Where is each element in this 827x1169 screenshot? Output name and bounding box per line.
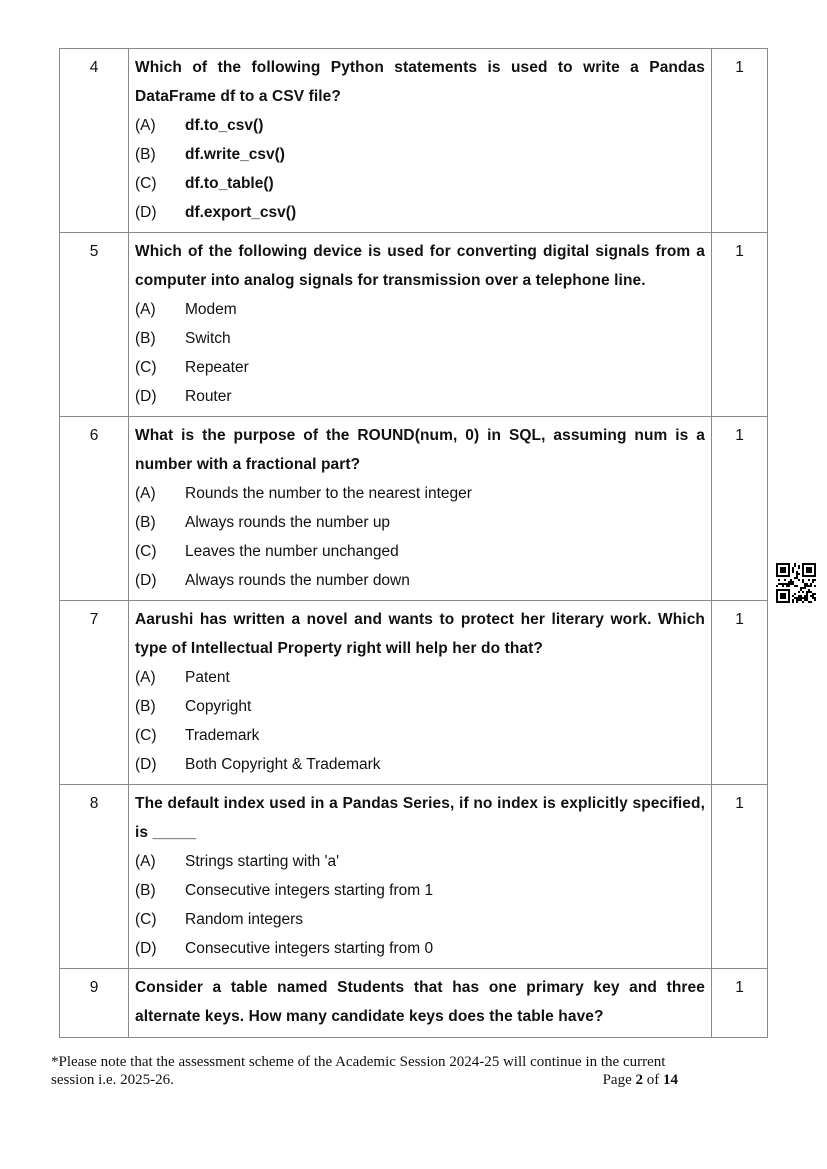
option-label: (D) — [135, 940, 157, 957]
footer-note-line1: *Please note that the assessment scheme of the Academic Session 2024-25 will continue in the current — [51, 1054, 666, 1070]
option — [135, 663, 705, 692]
marks-cell — [712, 417, 768, 601]
question-cell — [129, 417, 712, 601]
question-number-cell — [60, 785, 129, 969]
option — [135, 169, 705, 198]
option-label: (A) — [135, 301, 156, 318]
question-number: 5 — [89, 243, 99, 260]
marks-cell — [712, 601, 768, 785]
option-label: (B) — [135, 330, 156, 347]
option-text: Copyright — [185, 698, 252, 715]
question-text: What is the purpose of the ROUND(num, 0) in SQL, assuming num is a number with a fractional part? — [135, 427, 705, 473]
option-text: Switch — [185, 330, 231, 347]
marks-cell — [712, 785, 768, 969]
option-label: (D) — [135, 204, 157, 221]
option — [135, 479, 705, 508]
question-cell — [129, 969, 712, 1038]
option — [135, 876, 705, 905]
question-marks: 1 — [735, 611, 744, 628]
option-text: Modem — [185, 301, 237, 318]
option-label: (B) — [135, 698, 156, 715]
question-number: 9 — [89, 979, 99, 996]
option-label: (D) — [135, 388, 157, 405]
question-number-cell — [60, 49, 129, 233]
page-total: 14 — [663, 1072, 678, 1088]
question-number-cell — [60, 417, 129, 601]
option — [135, 847, 705, 876]
question-cell — [129, 785, 712, 969]
option-label: (C) — [135, 543, 157, 560]
question-marks: 1 — [735, 979, 744, 996]
question-text: Which of the following Python statements is used to write a Pandas DataFrame df to a CSV file? — [135, 59, 705, 105]
option-text: Always rounds the number down — [185, 572, 410, 589]
page-of: of — [643, 1072, 663, 1088]
question-cell — [129, 233, 712, 417]
question-marks: 1 — [735, 243, 744, 260]
question-row — [60, 49, 768, 233]
option-text: Always rounds the number up — [185, 514, 391, 531]
question-marks: 1 — [735, 795, 744, 812]
marks-cell — [712, 49, 768, 233]
option-label: (A) — [135, 853, 156, 870]
question-text: Which of the following device is used for converting digital signals from a computer into analog signals for transmission over a telephone line. — [135, 243, 705, 289]
option-label: (C) — [135, 727, 157, 744]
question-number-cell — [60, 233, 129, 417]
question-number: 6 — [89, 427, 99, 444]
option — [135, 140, 705, 169]
question-text: Consider a table named Students that has one primary key and three alternate keys. How many candidate keys does the table have? — [135, 979, 705, 1025]
option-text: df.to_table() — [185, 175, 274, 192]
option-text: Leaves the number unchanged — [185, 543, 399, 560]
option-text: Both Copyright & Trademark — [185, 756, 381, 773]
question-table — [59, 48, 768, 1038]
question-number: 7 — [89, 611, 99, 628]
option-label: (D) — [135, 756, 157, 773]
option-label: (A) — [135, 117, 156, 134]
option — [135, 111, 705, 140]
option-text: Random integers — [185, 911, 304, 928]
option — [135, 508, 705, 537]
option-text: df.to_csv() — [185, 117, 264, 134]
question-text: Aarushi has written a novel and wants to protect her literary work. Which type of Intellectual Property right will help her do that? — [135, 611, 705, 657]
question-number: 4 — [89, 59, 99, 76]
option-label: (A) — [135, 669, 156, 686]
option-label: (D) — [135, 572, 157, 589]
question-cell — [129, 49, 712, 233]
option — [135, 382, 705, 411]
option — [135, 198, 705, 227]
option — [135, 934, 705, 963]
question-row — [60, 785, 768, 969]
option-label: (C) — [135, 359, 157, 376]
option-text: Trademark — [185, 727, 260, 744]
question-number-cell — [60, 969, 129, 1038]
option-label: (B) — [135, 146, 156, 163]
option-text: Repeater — [185, 359, 249, 376]
option-label: (C) — [135, 911, 157, 928]
option-text: Router — [185, 388, 232, 405]
option-label: (B) — [135, 514, 156, 531]
option — [135, 295, 705, 324]
option-label: (B) — [135, 882, 156, 899]
question-marks: 1 — [735, 427, 744, 444]
question-row — [60, 417, 768, 601]
option-label: (C) — [135, 175, 157, 192]
question-row — [60, 969, 768, 1038]
footer — [51, 1053, 741, 1089]
question-text: The default index used in a Pandas Series, if no index is explicitly specified, is _____ — [135, 795, 705, 841]
option-text: Strings starting with 'a' — [185, 853, 340, 870]
question-row — [60, 601, 768, 785]
option-text: Consecutive integers starting from 1 — [185, 882, 434, 899]
question-marks: 1 — [735, 59, 744, 76]
option-text: df.export_csv() — [185, 204, 297, 221]
question-number-cell — [60, 601, 129, 785]
option — [135, 721, 705, 750]
option — [135, 566, 705, 595]
option — [135, 750, 705, 779]
option — [135, 692, 705, 721]
option-text: Consecutive integers starting from 0 — [185, 940, 434, 957]
qr-code-icon — [776, 563, 816, 603]
option-label: (A) — [135, 485, 156, 502]
footer-note-line2: session i.e. 2025-26. — [51, 1072, 174, 1088]
question-row — [60, 233, 768, 417]
page-current: 2 — [635, 1072, 643, 1088]
option-text: df.write_csv() — [185, 146, 285, 163]
option-text: Patent — [185, 669, 230, 686]
page-prefix: Page — [602, 1072, 636, 1088]
marks-cell — [712, 233, 768, 417]
option — [135, 324, 705, 353]
page-number — [603, 1071, 678, 1089]
question-cell — [129, 601, 712, 785]
option — [135, 353, 705, 382]
marks-cell — [712, 969, 768, 1038]
question-number: 8 — [89, 795, 99, 812]
option-text: Rounds the number to the nearest integer — [185, 485, 472, 502]
option — [135, 537, 705, 566]
option — [135, 905, 705, 934]
